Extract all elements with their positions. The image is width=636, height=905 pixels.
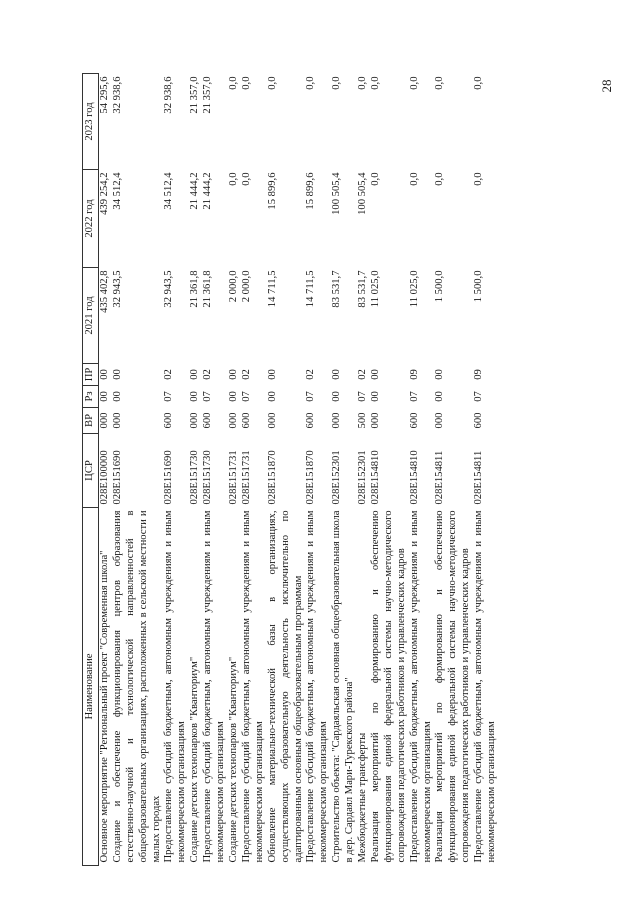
row-2022: 21 444,2 [202, 172, 214, 210]
rotated-page-content [82, 74, 620, 866]
row-pr: 02 [202, 369, 214, 380]
row-2023: 0,0 [240, 76, 252, 90]
row-2021: 14 711,5 [305, 270, 317, 308]
row-2023: 0,0 [227, 76, 239, 90]
row-2022: 0,0 [473, 172, 485, 186]
row-vr: 000 [111, 412, 123, 429]
row-pr: 00 [111, 369, 123, 380]
row-pr: 00 [266, 369, 278, 380]
row-2022: 34 512,4 [111, 172, 123, 210]
row-2021: 11 025,0 [408, 270, 420, 308]
row-name: Создание детских технопарков "Кванториум" [189, 656, 201, 863]
row-2021: 83 531,7 [331, 270, 343, 308]
row-2022: 100 505,4 [357, 172, 369, 215]
row-rz: 07 [473, 391, 485, 402]
row-vr: 600 [408, 412, 420, 429]
row-2021: 1 500,0 [473, 270, 485, 303]
row-2022: 0,0 [227, 172, 239, 186]
row-rz: 00 [189, 391, 201, 402]
row-rz: 07 [357, 391, 369, 402]
row-csr: 028E152301 [357, 450, 369, 505]
row-2023: 0,0 [434, 76, 446, 90]
row-rz: 00 [266, 391, 278, 402]
row-vr: 000 [369, 412, 381, 429]
row-rz: 07 [163, 391, 175, 402]
header-rz: Рз [83, 386, 99, 408]
row-vr: 000 [227, 412, 239, 429]
row-2023: 0,0 [408, 76, 420, 90]
row-pr: 09 [473, 369, 485, 380]
row-2023: 54 295,6 [98, 76, 110, 114]
row-csr: 028E151731 [227, 450, 239, 505]
row-2021: 21 361,8 [202, 270, 214, 308]
row-2021: 83 531,7 [357, 270, 369, 308]
row-2021: 11 025,0 [369, 270, 381, 308]
row-2022: 0,0 [369, 172, 381, 186]
row-name: Предоставление субсидий бюджетным, автономным учреждениям и иным некоммерческим организациям [473, 510, 498, 863]
row-2022: 34 512,4 [163, 172, 175, 210]
row-name: Предоставление субсидий бюджетным, автономным учреждениям и иным некоммерческим организациям [408, 510, 433, 863]
row-csr: 028E100000 [98, 450, 110, 505]
row-pr: 00 [189, 369, 201, 380]
row-name: Реализация мероприятий по формированию и обеспечению функционирования единой федеральной системы научно-методического сопровождения педагогических работников и управленческих кадров [369, 510, 407, 863]
row-pr: 00 [98, 369, 110, 380]
row-name: Создание и обеспечение функционирования центров образования естественно-научной и технологической направленностей в общеобразовательных организациях, расположенных в сельской местности и малых городах [111, 510, 162, 863]
table-row [267, 74, 306, 866]
row-pr: 00 [369, 369, 381, 380]
budget-table [82, 73, 499, 866]
row-vr: 500 [357, 412, 369, 429]
header-name: Наименование [83, 508, 99, 866]
row-vr: 600 [473, 412, 485, 429]
header-vr: ВР [83, 408, 99, 434]
header-pr: ПР [83, 364, 99, 386]
row-csr: 028E154810 [408, 450, 420, 505]
row-2021: 14 711,5 [266, 270, 278, 308]
row-2023: 0,0 [305, 76, 317, 90]
row-pr: 02 [163, 369, 175, 380]
row-vr: 000 [266, 412, 278, 429]
row-name: Предоставление субсидий бюджетным, автономным учреждениям и иным некоммерческим организациям [305, 510, 330, 863]
table-row [357, 74, 370, 866]
row-csr: 028E151730 [189, 450, 201, 505]
row-2021: 435 402,8 [98, 270, 110, 313]
row-name: Межбюджетные трансферты [357, 732, 369, 863]
row-name: Строительство объекта: "Сардаяльская основная общеобразовательная школа в дер. Сардаял Мари-Турекского района" [331, 510, 356, 863]
row-pr: 00 [227, 369, 239, 380]
row-vr: 000 [189, 412, 201, 429]
row-rz: 07 [202, 391, 214, 402]
row-rz: 00 [111, 391, 123, 402]
row-2023: 32 938,6 [163, 76, 175, 114]
row-2021: 32 943,5 [111, 270, 123, 308]
row-rz: 07 [408, 391, 420, 402]
row-rz: 07 [240, 391, 252, 402]
row-vr: 600 [202, 412, 214, 429]
header-2021: 2021 год [83, 268, 99, 364]
row-2022: 100 505,4 [331, 172, 343, 215]
row-2021: 2 000,0 [240, 270, 252, 303]
row-vr: 000 [331, 412, 343, 429]
row-pr: 09 [408, 369, 420, 380]
row-csr: 028E151690 [163, 450, 175, 505]
row-csr: 028E152301 [331, 450, 343, 505]
row-2022: 0,0 [408, 172, 420, 186]
row-name: Основное мероприятие "Региональный проект "Современная школа" [98, 550, 110, 863]
row-2023: 0,0 [266, 76, 278, 90]
row-2022: 0,0 [434, 172, 446, 186]
row-vr: 600 [305, 412, 317, 429]
table-row [434, 74, 473, 866]
header-2022: 2022 год [83, 170, 99, 268]
table-row [163, 74, 189, 866]
row-csr: 028E154810 [369, 450, 381, 505]
table-row [189, 74, 202, 866]
row-csr: 028E151731 [240, 450, 252, 505]
row-csr: 028E151690 [111, 450, 123, 505]
row-rz: 07 [305, 391, 317, 402]
row-pr: 02 [240, 369, 252, 380]
row-2023: 0,0 [369, 76, 381, 90]
row-2022: 21 444,2 [189, 172, 201, 210]
row-csr: 028E154811 [473, 450, 485, 505]
row-csr: 028E151730 [202, 450, 214, 505]
row-2022: 439 254,2 [98, 172, 110, 215]
row-2021: 2 000,0 [227, 270, 239, 303]
row-rz: 00 [98, 391, 110, 402]
page-number: 28 [599, 79, 614, 93]
row-rz: 00 [227, 391, 239, 402]
row-name: Предоставление субсидий бюджетным, автономным учреждениям и иным некоммерческим организациям [202, 510, 227, 863]
row-pr: 00 [434, 369, 446, 380]
row-vr: 000 [434, 412, 446, 429]
row-csr: 028E151870 [266, 450, 278, 505]
row-vr: 000 [98, 412, 110, 429]
row-2023: 0,0 [473, 76, 485, 90]
row-name: Обновление материально-технической базы в организациях, осуществляющих образовательную деятельность исключительно по адаптированным основным общеобразовательным программам [266, 510, 304, 863]
row-2023: 21 357,0 [189, 76, 201, 114]
table-row [370, 74, 409, 866]
row-2021: 1 500,0 [434, 270, 446, 303]
row-pr: 02 [357, 369, 369, 380]
row-2021: 21 361,8 [189, 270, 201, 308]
row-pr: 00 [331, 369, 343, 380]
table-row [112, 74, 164, 866]
row-csr: 028E151870 [305, 450, 317, 505]
row-2022: 15 899,6 [305, 172, 317, 210]
row-vr: 600 [240, 412, 252, 429]
table-row [473, 74, 499, 866]
row-2022: 0,0 [240, 172, 252, 186]
row-rz: 00 [434, 391, 446, 402]
row-rz: 00 [369, 391, 381, 402]
table-row [228, 74, 241, 866]
header-2023: 2023 год [83, 74, 99, 170]
row-2023: 21 357,0 [202, 76, 214, 114]
row-name: Создание детских технопарков "Кванториум" [227, 656, 239, 863]
row-pr: 02 [305, 369, 317, 380]
table-row [202, 74, 228, 866]
row-csr: 028E154811 [434, 450, 446, 505]
table-row [98, 74, 111, 866]
row-rz: 00 [331, 391, 343, 402]
row-2021: 32 943,5 [163, 270, 175, 308]
table-row [241, 74, 267, 866]
row-name: Предоставление субсидий бюджетным, автономным учреждениям и иным некоммерческим организациям [240, 510, 265, 863]
table-header-row [83, 74, 99, 866]
row-vr: 600 [163, 412, 175, 429]
row-2022: 15 899,6 [266, 172, 278, 210]
table-row [305, 74, 331, 866]
row-name: Реализация мероприятий по формированию и обеспечению функционирования единой федеральной системы научно-методического сопровождения педагогических работников и управленческих кадров [434, 510, 472, 863]
table-row [409, 74, 435, 866]
row-2023: 0,0 [357, 76, 369, 90]
row-name: Предоставление субсидий бюджетным, автономным учреждениям и иным некоммерческим организациям [163, 510, 188, 863]
table-row [331, 74, 357, 866]
header-csr: ЦСР [83, 434, 99, 508]
table-body [98, 74, 499, 866]
row-2023: 32 938,6 [111, 76, 123, 114]
row-2023: 0,0 [331, 76, 343, 90]
